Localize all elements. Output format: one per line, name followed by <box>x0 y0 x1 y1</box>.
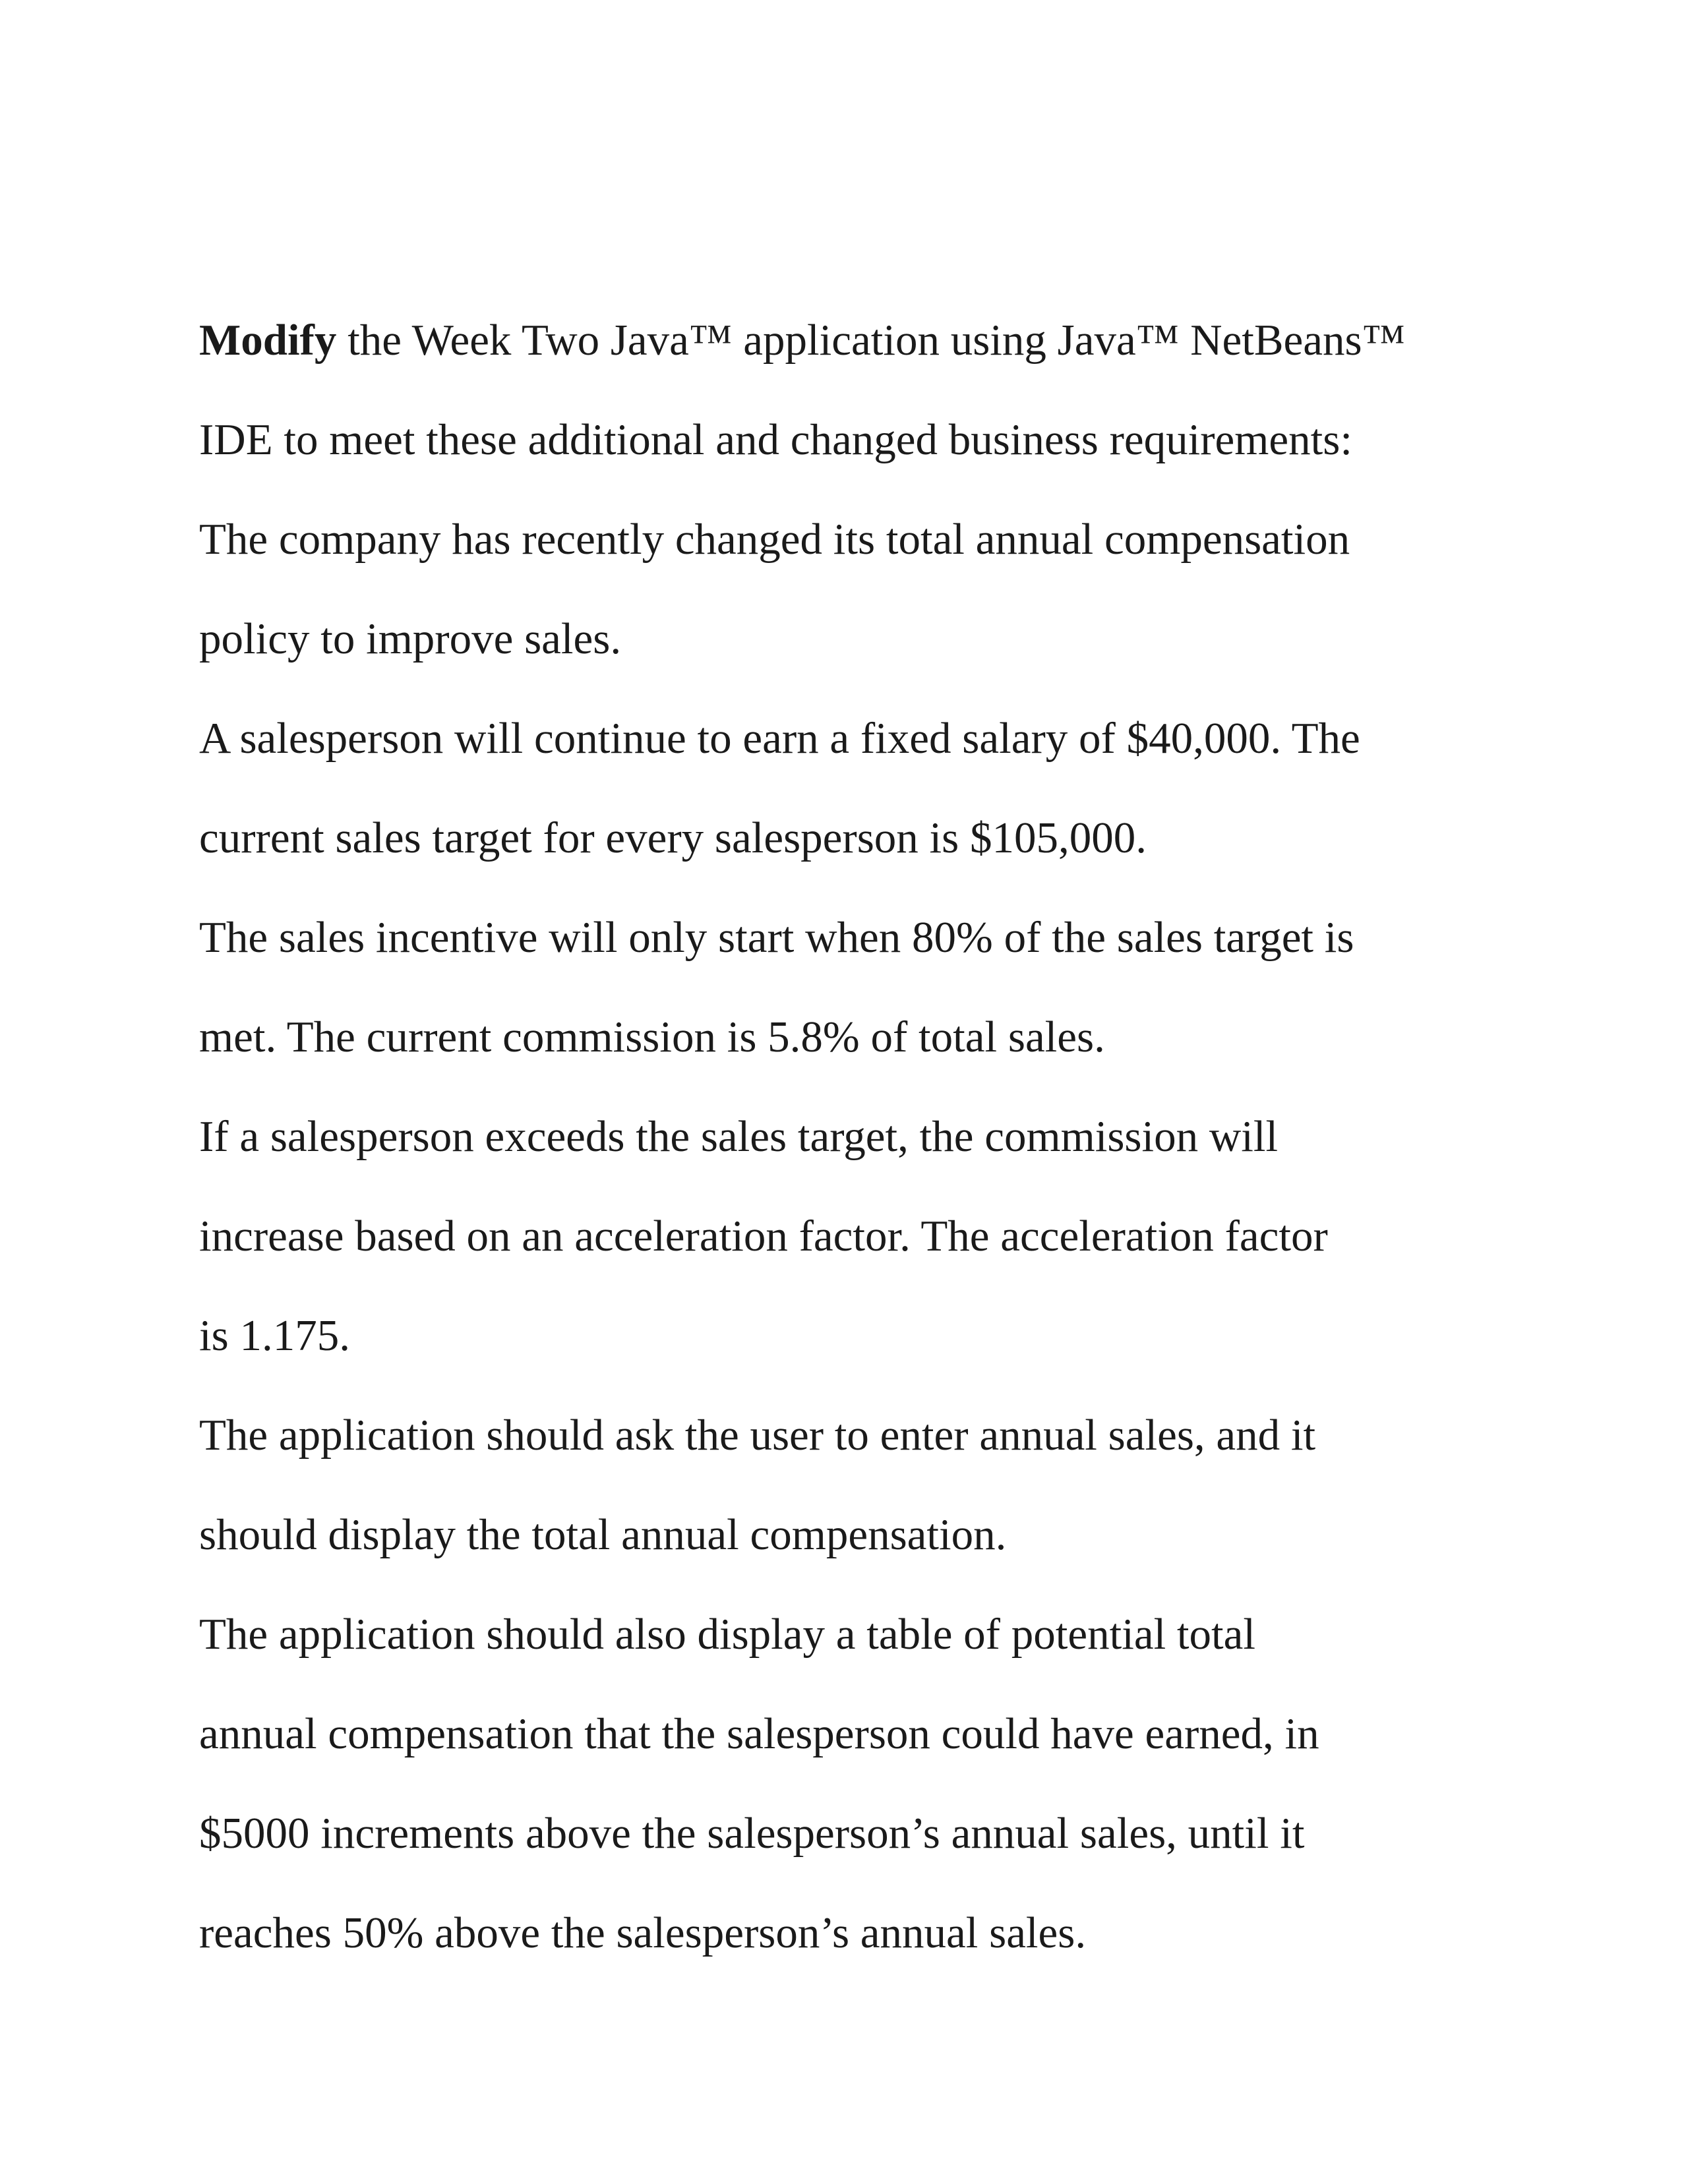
text-line: policy to improve sales. <box>199 614 622 663</box>
lead-word: Modify <box>199 316 337 365</box>
text-line: The sales incentive will only start when 80% of the sales target is <box>199 913 1354 962</box>
text-line: The company has recently changed its total annual compensation <box>199 515 1350 564</box>
text-line: The application should ask the user to enter annual sales, and it <box>199 1411 1316 1460</box>
text-line-content: the Week Two Java™ application using Java™ NetBeans™ <box>336 316 1406 365</box>
document-body <box>199 305 1518 1997</box>
text-line: If a salesperson exceeds the sales target, the commission will <box>199 1112 1279 1161</box>
text-line: met. The current commission is 5.8% of total sales. <box>199 1013 1105 1061</box>
text-line: should display the total annual compensation. <box>199 1510 1007 1559</box>
text-line: is 1.175. <box>199 1311 350 1360</box>
text-line <box>199 305 1518 404</box>
text-line: IDE to meet these additional and changed business requirements: <box>199 415 1352 464</box>
text-line: A salesperson will continue to earn a fixed salary of $40,000. The <box>199 714 1360 763</box>
text-line: $5000 increments above the salesperson’s annual sales, until it <box>199 1809 1305 1858</box>
text-line: annual compensation that the salesperson could have earned, in <box>199 1709 1319 1758</box>
text-line: reaches 50% above the salesperson’s annual sales. <box>199 1908 1087 1957</box>
text-line: increase based on an acceleration factor. The acceleration factor <box>199 1212 1328 1260</box>
text-line: The application should also display a table of potential total <box>199 1610 1256 1659</box>
text-line: current sales target for every salesperson is $105,000. <box>199 813 1147 862</box>
